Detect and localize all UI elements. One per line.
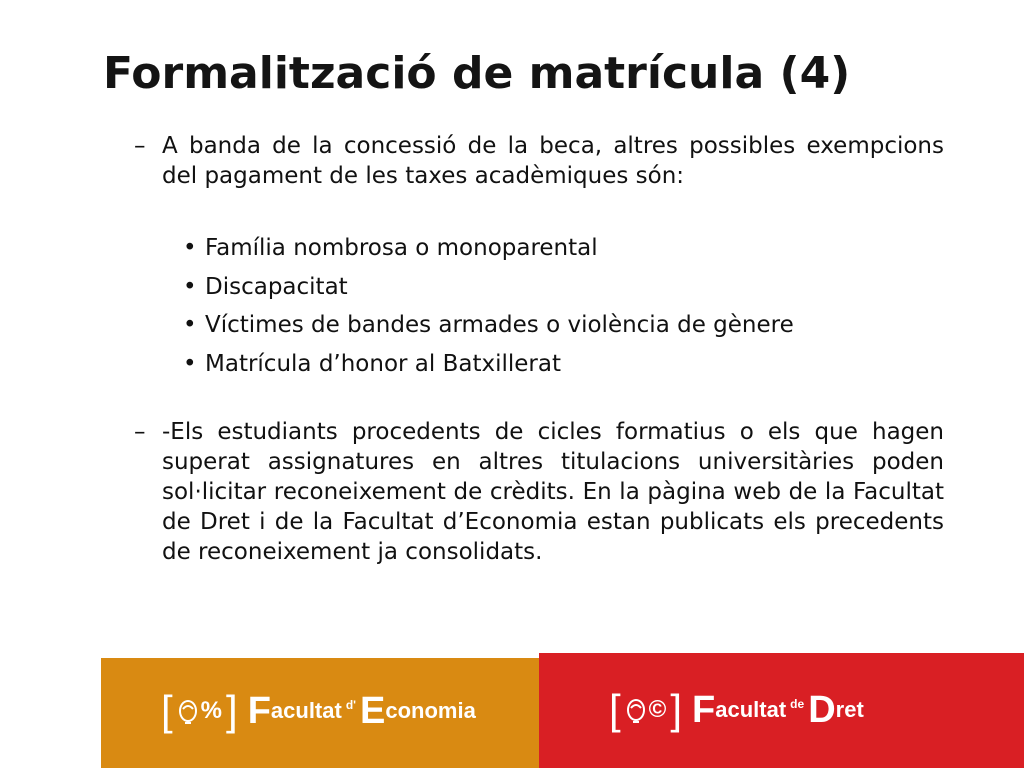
footer-dret-panel xyxy=(539,653,1024,768)
logo-facultat-dret[interactable] xyxy=(609,686,864,733)
bracket-close: ] xyxy=(670,686,683,733)
list-item-text: Família nombrosa o monoparental xyxy=(205,235,598,261)
logo-word-ret: ret xyxy=(835,697,864,722)
logo-connector: d' xyxy=(345,698,357,712)
list-item xyxy=(183,229,883,268)
paragraph-recognition xyxy=(134,417,944,567)
logo-word-acultat: acultat xyxy=(270,698,342,723)
paragraph-text: -Els estudiants procedents de cicles formatius o els que hagen superat assignatures en altres titulacions universitàries poden sol·licitar reconeixement de crèdits. En la pàgina web de la Facultat de Dret i de la Facultat d’Economia estan publicats els precedents de reconeixement ja consolidats. xyxy=(162,419,944,565)
logo-initial-f: F xyxy=(692,689,716,731)
logo-connector: de xyxy=(790,697,805,711)
face-emblem-icon xyxy=(625,693,667,727)
bullet-list xyxy=(183,229,883,383)
footer-economia-panel xyxy=(101,658,539,768)
bullet-marker: • xyxy=(183,273,197,300)
paragraph-exemptions xyxy=(134,131,944,191)
face-emblem-icon xyxy=(177,694,222,728)
logo-initial-d: D xyxy=(808,689,836,731)
list-item xyxy=(183,306,883,345)
logo-word-acultat: acultat xyxy=(715,697,787,722)
list-item-text: Víctimes de bandes armades o violència de gènere xyxy=(205,312,794,339)
slide-title: Formalització de matrícula (4) xyxy=(103,48,851,99)
dash-marker: – xyxy=(134,419,146,445)
list-item-text: Discapacitat xyxy=(205,273,348,300)
bracket-open: [ xyxy=(161,687,173,734)
logo-word-conomia: conomia xyxy=(385,698,476,723)
list-item xyxy=(183,268,883,307)
bracket-close: ] xyxy=(226,687,238,734)
bullet-marker: • xyxy=(183,235,197,261)
bracket-open: [ xyxy=(609,686,621,733)
bullet-marker: • xyxy=(183,350,197,377)
percent-symbol: % xyxy=(200,697,223,724)
logo-initial-e: E xyxy=(360,690,386,732)
logo-initial-f: F xyxy=(247,690,271,732)
copyright-symbol: © xyxy=(648,696,667,723)
logo-facultat-economia[interactable] xyxy=(161,687,476,734)
bullet-marker: • xyxy=(183,312,197,339)
paragraph-text: A banda de la concessió de la beca, altres possibles exempcions del pagament de les taxes acadèmiques són: xyxy=(162,133,944,189)
list-item-text: Matrícula d’honor al Batxillerat xyxy=(205,350,561,377)
list-item xyxy=(183,345,883,384)
dash-marker: – xyxy=(134,133,146,159)
